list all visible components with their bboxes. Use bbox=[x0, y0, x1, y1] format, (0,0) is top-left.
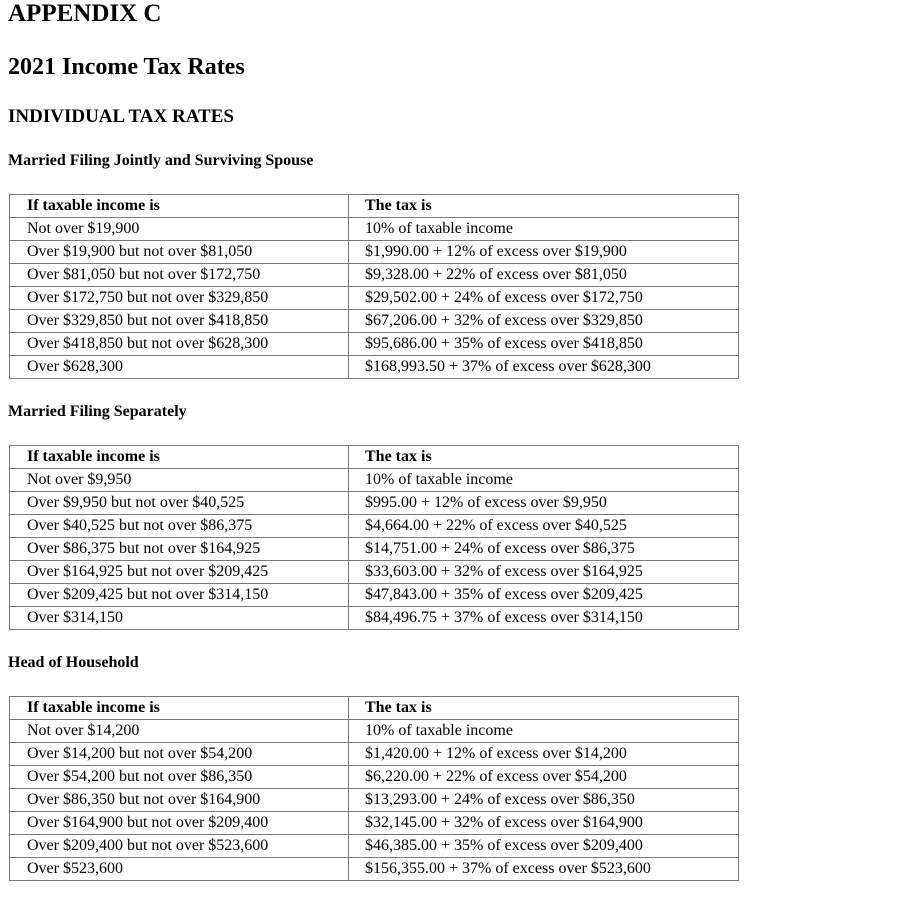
tax-amount: $1,990.00 + 12% of excess over $19,900 bbox=[349, 241, 739, 264]
column-header-income: If taxable income is bbox=[10, 697, 349, 720]
income-bracket: Over $164,925 but not over $209,425 bbox=[10, 561, 349, 584]
table-title-head-of-household: Head of Household bbox=[8, 654, 139, 671]
table-row bbox=[10, 356, 739, 379]
table-row bbox=[10, 333, 739, 356]
tax-amount: $9,328.00 + 22% of excess over $81,050 bbox=[349, 264, 739, 287]
tax-amount: $4,664.00 + 22% of excess over $40,525 bbox=[349, 515, 739, 538]
tax-amount: 10% of taxable income bbox=[349, 720, 739, 743]
table-title-joint: Married Filing Jointly and Surviving Spouse bbox=[8, 152, 314, 169]
income-bracket: Over $209,425 but not over $314,150 bbox=[10, 584, 349, 607]
appendix-title: APPENDIX C bbox=[8, 0, 162, 27]
income-bracket: Over $314,150 bbox=[10, 607, 349, 630]
income-bracket: Not over $14,200 bbox=[10, 720, 349, 743]
tax-amount: $46,385.00 + 35% of excess over $209,400 bbox=[349, 835, 739, 858]
income-bracket: Over $54,200 but not over $86,350 bbox=[10, 766, 349, 789]
column-header-tax: The tax is bbox=[349, 195, 739, 218]
tax-amount: $6,220.00 + 22% of excess over $54,200 bbox=[349, 766, 739, 789]
table-header-row bbox=[10, 697, 739, 720]
income-bracket: Over $86,350 but not over $164,900 bbox=[10, 789, 349, 812]
table-row bbox=[10, 766, 739, 789]
table-row bbox=[10, 835, 739, 858]
income-bracket: Over $329,850 but not over $418,850 bbox=[10, 310, 349, 333]
table-row bbox=[10, 218, 739, 241]
income-bracket: Over $14,200 but not over $54,200 bbox=[10, 743, 349, 766]
tax-amount: $156,355.00 + 37% of excess over $523,600 bbox=[349, 858, 739, 881]
tax-amount: $1,420.00 + 12% of excess over $14,200 bbox=[349, 743, 739, 766]
tax-amount: $13,293.00 + 24% of excess over $86,350 bbox=[349, 789, 739, 812]
table-title-separate: Married Filing Separately bbox=[8, 403, 187, 420]
income-bracket: Not over $19,900 bbox=[10, 218, 349, 241]
table-row bbox=[10, 743, 739, 766]
tax-amount: $168,993.50 + 37% of excess over $628,300 bbox=[349, 356, 739, 379]
tax-amount: 10% of taxable income bbox=[349, 218, 739, 241]
income-bracket: Over $40,525 but not over $86,375 bbox=[10, 515, 349, 538]
tax-amount: $47,843.00 + 35% of excess over $209,425 bbox=[349, 584, 739, 607]
table-row bbox=[10, 241, 739, 264]
tax-amount: $995.00 + 12% of excess over $9,950 bbox=[349, 492, 739, 515]
table-row bbox=[10, 538, 739, 561]
table-row bbox=[10, 607, 739, 630]
table-row bbox=[10, 469, 739, 492]
table-row bbox=[10, 584, 739, 607]
income-bracket: Over $86,375 but not over $164,925 bbox=[10, 538, 349, 561]
section-title: INDIVIDUAL TAX RATES bbox=[8, 106, 234, 127]
tax-amount: $14,751.00 + 24% of excess over $86,375 bbox=[349, 538, 739, 561]
tax-amount: 10% of taxable income bbox=[349, 469, 739, 492]
table-row bbox=[10, 858, 739, 881]
income-bracket: Over $523,600 bbox=[10, 858, 349, 881]
income-bracket: Over $9,950 but not over $40,525 bbox=[10, 492, 349, 515]
tax-table-separate bbox=[9, 445, 739, 630]
tax-amount: $32,145.00 + 32% of excess over $164,900 bbox=[349, 812, 739, 835]
table-row bbox=[10, 812, 739, 835]
income-bracket: Over $172,750 but not over $329,850 bbox=[10, 287, 349, 310]
income-bracket: Over $164,900 but not over $209,400 bbox=[10, 812, 349, 835]
column-header-tax: The tax is bbox=[349, 697, 739, 720]
table-row bbox=[10, 492, 739, 515]
column-header-income: If taxable income is bbox=[10, 195, 349, 218]
income-bracket: Over $628,300 bbox=[10, 356, 349, 379]
table-row bbox=[10, 720, 739, 743]
table-header-row bbox=[10, 446, 739, 469]
column-header-tax: The tax is bbox=[349, 446, 739, 469]
column-header-income: If taxable income is bbox=[10, 446, 349, 469]
income-bracket: Over $19,900 but not over $81,050 bbox=[10, 241, 349, 264]
tax-amount: $95,686.00 + 35% of excess over $418,850 bbox=[349, 333, 739, 356]
income-bracket: Over $418,850 but not over $628,300 bbox=[10, 333, 349, 356]
table-row bbox=[10, 561, 739, 584]
table-header-row bbox=[10, 195, 739, 218]
table-row bbox=[10, 264, 739, 287]
table-row bbox=[10, 515, 739, 538]
tax-table-head-of-household bbox=[9, 696, 739, 881]
tax-amount: $29,502.00 + 24% of excess over $172,750 bbox=[349, 287, 739, 310]
table-row bbox=[10, 789, 739, 812]
document-title: 2021 Income Tax Rates bbox=[8, 54, 245, 80]
income-bracket: Not over $9,950 bbox=[10, 469, 349, 492]
tax-amount: $67,206.00 + 32% of excess over $329,850 bbox=[349, 310, 739, 333]
table-row bbox=[10, 287, 739, 310]
income-bracket: Over $81,050 but not over $172,750 bbox=[10, 264, 349, 287]
tax-table-joint bbox=[9, 194, 739, 379]
table-row bbox=[10, 310, 739, 333]
tax-amount: $33,603.00 + 32% of excess over $164,925 bbox=[349, 561, 739, 584]
income-bracket: Over $209,400 but not over $523,600 bbox=[10, 835, 349, 858]
tax-amount: $84,496.75 + 37% of excess over $314,150 bbox=[349, 607, 739, 630]
